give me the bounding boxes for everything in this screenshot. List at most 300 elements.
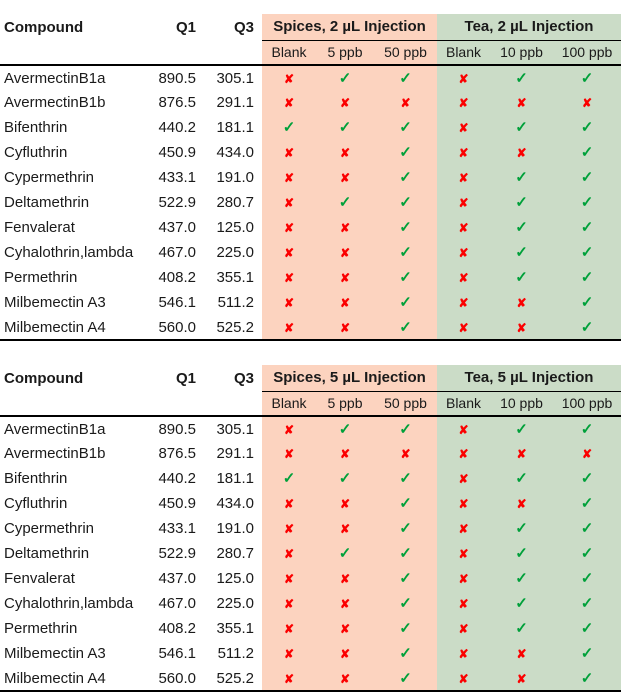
check-icon: ✓ bbox=[580, 318, 594, 336]
cross-icon: ✘ bbox=[283, 547, 295, 561]
q1-cell: 433.1 bbox=[158, 169, 196, 186]
result-cell bbox=[490, 115, 553, 140]
result-cell bbox=[437, 140, 490, 165]
result-cell bbox=[316, 215, 374, 240]
check-icon: ✓ bbox=[399, 194, 412, 211]
q3-cell: 191.0 bbox=[216, 169, 254, 186]
table-row bbox=[0, 591, 621, 616]
tea-level-header: 100 ppb bbox=[553, 40, 621, 65]
table-row bbox=[0, 190, 621, 215]
empty-cell bbox=[0, 391, 152, 416]
cross-icon: ✘ bbox=[283, 320, 295, 335]
cross-icon: ✘ bbox=[283, 221, 295, 235]
cross-icon: ✘ bbox=[339, 96, 351, 110]
cross-icon: ✘ bbox=[283, 622, 295, 636]
check-icon: ✓ bbox=[580, 420, 594, 438]
cross-icon: ✘ bbox=[283, 422, 295, 437]
result-cell bbox=[437, 441, 490, 466]
check-icon: ✓ bbox=[399, 669, 412, 687]
q3-column-header: Q3 bbox=[233, 369, 254, 387]
result-cell bbox=[374, 140, 437, 165]
check-icon: ✓ bbox=[515, 169, 528, 186]
compound-column-header: Compound bbox=[4, 18, 84, 36]
result-cell bbox=[316, 491, 374, 516]
result-cell bbox=[437, 290, 490, 315]
cross-icon: ✘ bbox=[283, 497, 295, 511]
table-row bbox=[0, 641, 621, 666]
cross-icon: ✘ bbox=[458, 71, 469, 86]
result-cell bbox=[553, 441, 621, 466]
result-cell bbox=[262, 666, 316, 691]
result-cell bbox=[437, 165, 490, 190]
tea-level-header: 10 ppb bbox=[490, 391, 553, 416]
result-cell bbox=[316, 516, 374, 541]
check-icon: ✓ bbox=[338, 545, 352, 562]
table-row bbox=[0, 165, 621, 190]
result-cell bbox=[490, 315, 553, 340]
table-row bbox=[0, 541, 621, 566]
result-cell bbox=[374, 265, 437, 290]
cross-icon: ✘ bbox=[458, 196, 469, 210]
result-cell bbox=[374, 616, 437, 641]
table-row bbox=[0, 416, 621, 441]
check-icon: ✓ bbox=[338, 470, 352, 487]
cross-icon: ✘ bbox=[283, 71, 295, 86]
check-icon: ✓ bbox=[515, 269, 528, 286]
cross-icon: ✘ bbox=[400, 96, 411, 110]
check-icon: ✓ bbox=[580, 169, 594, 186]
result-cell bbox=[490, 65, 553, 90]
q3-cell: 525.2 bbox=[216, 669, 254, 687]
result-cell bbox=[437, 641, 490, 666]
result-cell bbox=[262, 491, 316, 516]
result-cell bbox=[374, 215, 437, 240]
q3-cell: 225.0 bbox=[216, 244, 254, 261]
q3-cell: 181.1 bbox=[216, 119, 254, 136]
cross-icon: ✘ bbox=[458, 221, 469, 235]
result-cell bbox=[316, 115, 374, 140]
table-row bbox=[0, 290, 621, 315]
q1-cell: 467.0 bbox=[158, 244, 196, 261]
compound-cell: Cypermethrin bbox=[4, 169, 95, 186]
cross-icon: ✘ bbox=[283, 196, 295, 210]
result-cell bbox=[374, 541, 437, 566]
result-cell bbox=[262, 115, 316, 140]
cross-icon: ✘ bbox=[458, 472, 469, 486]
compound-cell: Bifenthrin bbox=[4, 470, 68, 487]
result-cell bbox=[262, 516, 316, 541]
result-cell bbox=[437, 566, 490, 591]
cross-icon: ✘ bbox=[581, 96, 593, 110]
q1-cell: 437.0 bbox=[158, 570, 196, 587]
result-cell bbox=[374, 190, 437, 215]
cross-icon: ✘ bbox=[339, 522, 351, 536]
result-cell bbox=[316, 315, 374, 340]
result-cell bbox=[316, 240, 374, 265]
result-cell bbox=[490, 416, 553, 441]
result-cell bbox=[553, 165, 621, 190]
result-cell bbox=[553, 416, 621, 441]
check-icon: ✓ bbox=[515, 620, 528, 637]
cross-icon: ✘ bbox=[516, 671, 527, 686]
table-row bbox=[0, 115, 621, 140]
check-icon: ✓ bbox=[399, 219, 412, 236]
cross-icon: ✘ bbox=[458, 271, 469, 285]
result-cell bbox=[490, 90, 553, 115]
compound-cell: Cyhalothrin,lambda bbox=[4, 595, 134, 612]
compound-cell: Permethrin bbox=[4, 620, 78, 637]
result-cell bbox=[316, 290, 374, 315]
cross-icon: ✘ bbox=[458, 422, 469, 437]
q1-cell: 450.9 bbox=[158, 495, 196, 512]
cross-icon: ✘ bbox=[458, 320, 469, 335]
result-cell bbox=[374, 441, 437, 466]
result-cell bbox=[490, 516, 553, 541]
spices-group-header: Spices, 2 µL Injection bbox=[262, 14, 437, 40]
cross-icon: ✘ bbox=[283, 447, 295, 461]
q1-column-header: Q1 bbox=[175, 18, 196, 36]
cross-icon: ✘ bbox=[458, 146, 469, 160]
table-row bbox=[0, 516, 621, 541]
result-cell bbox=[262, 441, 316, 466]
cross-icon: ✘ bbox=[339, 221, 351, 235]
empty-cell bbox=[0, 40, 152, 65]
check-icon: ✓ bbox=[580, 645, 594, 662]
q1-cell: 546.1 bbox=[158, 294, 196, 311]
cross-icon: ✘ bbox=[581, 447, 593, 461]
cross-icon: ✘ bbox=[516, 497, 527, 511]
result-cell bbox=[262, 315, 316, 340]
q3-cell: 525.2 bbox=[216, 318, 254, 336]
check-icon: ✓ bbox=[515, 69, 528, 87]
result-cell bbox=[437, 215, 490, 240]
check-icon: ✓ bbox=[399, 318, 412, 336]
result-cell bbox=[437, 115, 490, 140]
q3-cell: 125.0 bbox=[216, 570, 254, 587]
check-icon: ✓ bbox=[515, 545, 528, 562]
table-row bbox=[0, 441, 621, 466]
empty-cell bbox=[204, 40, 262, 65]
cross-icon: ✘ bbox=[458, 296, 469, 310]
check-icon: ✓ bbox=[515, 520, 528, 537]
cross-icon: ✘ bbox=[283, 597, 295, 611]
result-cell bbox=[262, 240, 316, 265]
result-cell bbox=[262, 215, 316, 240]
check-icon: ✓ bbox=[580, 545, 594, 562]
compound-cell: AvermectinB1b bbox=[4, 94, 106, 111]
cross-icon: ✘ bbox=[283, 271, 295, 285]
result-cell bbox=[437, 541, 490, 566]
result-cell bbox=[262, 140, 316, 165]
cross-icon: ✘ bbox=[458, 171, 469, 185]
header-row bbox=[0, 14, 621, 40]
q1-cell: 522.9 bbox=[158, 194, 196, 211]
result-cell bbox=[490, 265, 553, 290]
result-cell bbox=[374, 90, 437, 115]
compound-cell: Permethrin bbox=[4, 269, 78, 286]
check-icon: ✓ bbox=[515, 119, 528, 136]
q3-cell: 355.1 bbox=[216, 269, 254, 286]
compound-cell: Deltamethrin bbox=[4, 545, 90, 562]
result-cell bbox=[490, 541, 553, 566]
results-table-2ul bbox=[0, 14, 621, 341]
q3-cell: 305.1 bbox=[216, 420, 254, 438]
compound-cell: Deltamethrin bbox=[4, 194, 90, 211]
q1-cell: 560.0 bbox=[158, 318, 196, 336]
check-icon: ✓ bbox=[282, 470, 296, 487]
cross-icon: ✘ bbox=[516, 146, 527, 160]
spices-level-header: 5 ppb bbox=[316, 391, 374, 416]
compound-cell: Cyfluthrin bbox=[4, 144, 68, 161]
tea-level-header: Blank bbox=[437, 391, 490, 416]
check-icon: ✓ bbox=[399, 470, 412, 487]
cross-icon: ✘ bbox=[339, 447, 351, 461]
compound-cell: Cypermethrin bbox=[4, 520, 95, 537]
result-cell bbox=[553, 591, 621, 616]
cross-icon: ✘ bbox=[458, 522, 469, 536]
result-cell bbox=[262, 165, 316, 190]
compound-cell: Milbemectin A3 bbox=[4, 645, 106, 662]
compound-cell: Milbemectin A4 bbox=[4, 318, 106, 336]
result-cell bbox=[316, 566, 374, 591]
check-icon: ✓ bbox=[399, 520, 412, 537]
result-cell bbox=[490, 290, 553, 315]
check-icon: ✓ bbox=[399, 420, 412, 438]
cross-icon: ✘ bbox=[458, 246, 469, 260]
result-cell bbox=[553, 566, 621, 591]
result-cell bbox=[437, 240, 490, 265]
result-cell bbox=[374, 491, 437, 516]
result-cell bbox=[316, 90, 374, 115]
spices-level-header: 50 ppb bbox=[374, 391, 437, 416]
cross-icon: ✘ bbox=[458, 547, 469, 561]
check-icon: ✓ bbox=[338, 420, 352, 438]
cross-icon: ✘ bbox=[458, 622, 469, 636]
result-cell bbox=[262, 65, 316, 90]
check-icon: ✓ bbox=[399, 169, 412, 186]
q1-cell: 890.5 bbox=[158, 420, 196, 438]
compound-cell: AvermectinB1a bbox=[4, 420, 106, 438]
result-cell bbox=[437, 416, 490, 441]
compound-cell: Fenvalerat bbox=[4, 219, 75, 236]
result-cell bbox=[316, 265, 374, 290]
result-cell bbox=[553, 115, 621, 140]
result-cell bbox=[316, 190, 374, 215]
result-cell bbox=[374, 466, 437, 491]
q3-cell: 511.2 bbox=[217, 294, 254, 311]
check-icon: ✓ bbox=[515, 595, 528, 612]
result-cell bbox=[437, 265, 490, 290]
table-row bbox=[0, 566, 621, 591]
result-cell bbox=[262, 190, 316, 215]
result-cell bbox=[262, 416, 316, 441]
check-icon: ✓ bbox=[580, 69, 594, 87]
result-cell bbox=[316, 416, 374, 441]
spices-group-header: Spices, 5 µL Injection bbox=[262, 365, 437, 391]
q3-column-header: Q3 bbox=[233, 18, 254, 36]
result-cell bbox=[374, 240, 437, 265]
cross-icon: ✘ bbox=[516, 96, 527, 110]
result-cell bbox=[437, 90, 490, 115]
result-cell bbox=[553, 190, 621, 215]
result-cell bbox=[374, 65, 437, 90]
compound-cell: Milbemectin A4 bbox=[4, 669, 106, 687]
cross-icon: ✘ bbox=[339, 296, 351, 310]
result-cell bbox=[374, 115, 437, 140]
cross-icon: ✘ bbox=[458, 96, 469, 110]
result-cell bbox=[490, 240, 553, 265]
compound-cell: Cyfluthrin bbox=[4, 495, 68, 512]
result-cell bbox=[553, 265, 621, 290]
cross-icon: ✘ bbox=[516, 296, 527, 310]
q3-cell: 434.0 bbox=[216, 144, 254, 161]
result-cell bbox=[316, 441, 374, 466]
result-cell bbox=[490, 591, 553, 616]
q3-cell: 181.1 bbox=[216, 470, 254, 487]
cross-icon: ✘ bbox=[339, 572, 351, 586]
spices-level-header: Blank bbox=[262, 40, 316, 65]
table-row bbox=[0, 315, 621, 340]
cross-icon: ✘ bbox=[516, 447, 527, 461]
empty-cell bbox=[152, 40, 204, 65]
q1-column-header: Q1 bbox=[175, 369, 196, 387]
cross-icon: ✘ bbox=[283, 146, 295, 160]
check-icon: ✓ bbox=[515, 570, 528, 587]
table-row bbox=[0, 240, 621, 265]
result-cell bbox=[553, 541, 621, 566]
result-cell bbox=[553, 140, 621, 165]
q3-cell: 291.1 bbox=[216, 445, 254, 462]
result-cell bbox=[374, 591, 437, 616]
table-row bbox=[0, 215, 621, 240]
result-cell bbox=[437, 491, 490, 516]
result-cell bbox=[490, 566, 553, 591]
check-icon: ✓ bbox=[580, 294, 594, 311]
check-icon: ✓ bbox=[399, 294, 412, 311]
tea-level-header: 100 ppb bbox=[553, 391, 621, 416]
compound-cell: Fenvalerat bbox=[4, 570, 75, 587]
q1-cell: 467.0 bbox=[158, 595, 196, 612]
result-cell bbox=[374, 315, 437, 340]
q3-cell: 305.1 bbox=[216, 69, 254, 87]
table-row bbox=[0, 491, 621, 516]
check-icon: ✓ bbox=[338, 69, 352, 87]
check-icon: ✓ bbox=[515, 420, 528, 438]
cross-icon: ✘ bbox=[283, 671, 295, 686]
cross-icon: ✘ bbox=[283, 647, 295, 661]
result-cell bbox=[316, 165, 374, 190]
table-row bbox=[0, 140, 621, 165]
check-icon: ✓ bbox=[338, 119, 352, 136]
check-icon: ✓ bbox=[399, 244, 412, 261]
tea-group-header: Tea, 2 µL Injection bbox=[437, 14, 621, 40]
table-row bbox=[0, 65, 621, 90]
compound-cell: AvermectinB1b bbox=[4, 445, 106, 462]
check-icon: ✓ bbox=[515, 244, 528, 261]
cross-icon: ✘ bbox=[283, 171, 295, 185]
cross-icon: ✘ bbox=[339, 246, 351, 260]
q1-cell: 433.1 bbox=[158, 520, 196, 537]
result-cell bbox=[262, 541, 316, 566]
cross-icon: ✘ bbox=[339, 171, 351, 185]
result-cell bbox=[490, 215, 553, 240]
compound-cell: AvermectinB1a bbox=[4, 69, 106, 87]
cross-icon: ✘ bbox=[339, 271, 351, 285]
result-cell bbox=[490, 641, 553, 666]
result-cell bbox=[553, 466, 621, 491]
check-icon: ✓ bbox=[580, 244, 594, 261]
result-cell bbox=[553, 491, 621, 516]
result-cell bbox=[437, 190, 490, 215]
result-cell bbox=[490, 140, 553, 165]
result-cell bbox=[316, 616, 374, 641]
result-cell bbox=[490, 165, 553, 190]
check-icon: ✓ bbox=[399, 545, 412, 562]
q1-cell: 450.9 bbox=[158, 144, 196, 161]
result-cell bbox=[374, 516, 437, 541]
result-cell bbox=[490, 441, 553, 466]
result-cell bbox=[374, 416, 437, 441]
result-cell bbox=[316, 641, 374, 666]
q1-cell: 437.0 bbox=[158, 219, 196, 236]
result-cell bbox=[374, 290, 437, 315]
cross-icon: ✘ bbox=[458, 572, 469, 586]
check-icon: ✓ bbox=[399, 69, 412, 87]
result-cell bbox=[316, 466, 374, 491]
cross-icon: ✘ bbox=[458, 647, 469, 661]
result-cell bbox=[553, 290, 621, 315]
table-row bbox=[0, 616, 621, 641]
tea-group-header: Tea, 5 µL Injection bbox=[437, 365, 621, 391]
check-icon: ✓ bbox=[515, 219, 528, 236]
header-row bbox=[0, 365, 621, 391]
q3-cell: 355.1 bbox=[216, 620, 254, 637]
result-cell bbox=[262, 591, 316, 616]
q1-cell: 546.1 bbox=[158, 645, 196, 662]
cross-icon: ✘ bbox=[458, 447, 469, 461]
result-cell bbox=[262, 566, 316, 591]
result-cell bbox=[316, 666, 374, 691]
q3-cell: 225.0 bbox=[216, 595, 254, 612]
spices-level-header: Blank bbox=[262, 391, 316, 416]
subheader-row bbox=[0, 391, 621, 416]
result-cell bbox=[553, 215, 621, 240]
table-row bbox=[0, 265, 621, 290]
result-cell bbox=[316, 591, 374, 616]
cross-icon: ✘ bbox=[283, 522, 295, 536]
cross-icon: ✘ bbox=[339, 622, 351, 636]
cross-icon: ✘ bbox=[339, 647, 351, 661]
table-row bbox=[0, 90, 621, 115]
result-cell bbox=[316, 65, 374, 90]
check-icon: ✓ bbox=[580, 269, 594, 286]
tea-level-header: Blank bbox=[437, 40, 490, 65]
cross-icon: ✘ bbox=[400, 447, 411, 461]
subheader-row bbox=[0, 40, 621, 65]
q3-cell: 280.7 bbox=[216, 194, 254, 211]
q1-cell: 890.5 bbox=[158, 69, 196, 87]
result-cell bbox=[262, 616, 316, 641]
cross-icon: ✘ bbox=[458, 497, 469, 511]
cross-icon: ✘ bbox=[516, 647, 527, 661]
result-cell bbox=[437, 616, 490, 641]
result-cell bbox=[490, 190, 553, 215]
q1-cell: 876.5 bbox=[158, 445, 196, 462]
result-cell bbox=[490, 666, 553, 691]
result-cell bbox=[437, 516, 490, 541]
result-cell bbox=[553, 90, 621, 115]
check-icon: ✓ bbox=[515, 470, 528, 487]
